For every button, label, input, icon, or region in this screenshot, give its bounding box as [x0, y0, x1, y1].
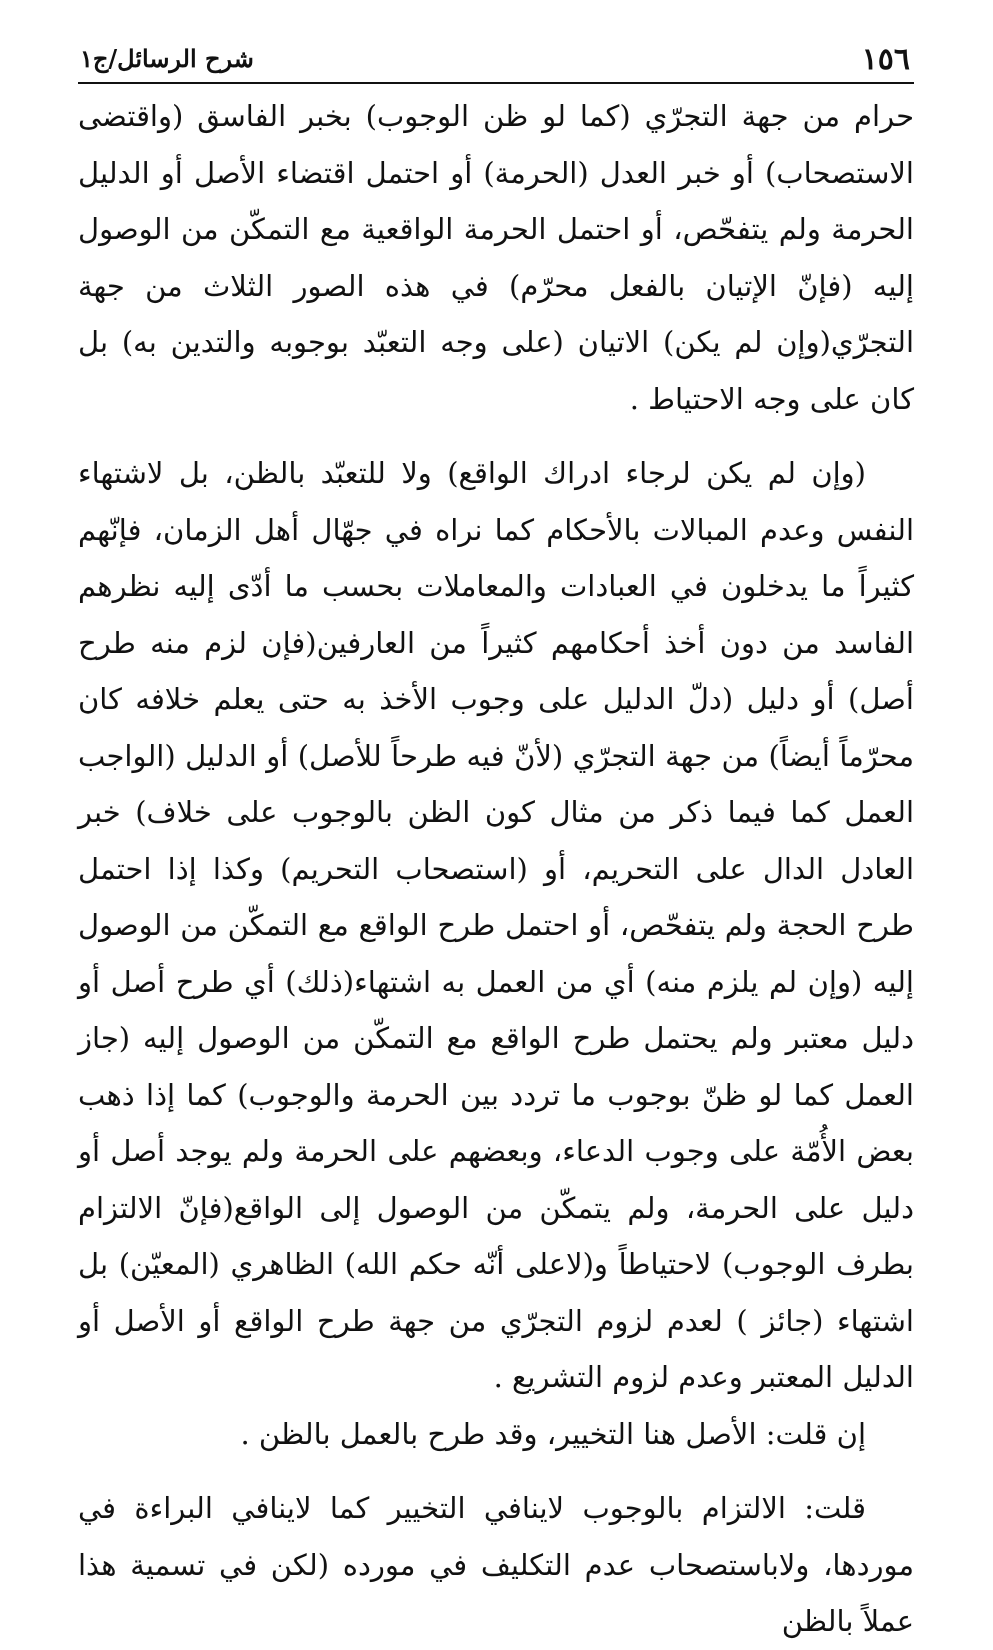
page-number: ١٥٦ — [861, 42, 910, 77]
paragraph-3: إن قلت: الأصل هنا التخيير، وقد طرح بالعمل بالظن . — [240, 1416, 866, 1451]
paragraph-1: حرام من جهة التجرّي (كما لو ظن الوجوب) بخبر الفاسق (واقتضى الاستصحاب) أو خبر العدل (الحرمة) أو احتمل اقتضاء الأصل أو الدليل الحرمة ولم يتفحّص، أو احتمل الحرمة الواقعية مع التمكّن من الوصول إليه (فإنّ الإتيان بالفعل محرّم) في هذه الصور الثلاث من جهة التجرّي(وإن لم يكن) الاتيان (على وجه التعبّد بوجوبه والتدين به) بل كان على وجه الاحتياط . — [78, 99, 914, 416]
running-title: شرح الرسائل/ج١ — [80, 44, 254, 73]
book-page — [78, 38, 914, 1650]
page-header — [78, 38, 914, 84]
paragraph-4: قلت: الالتزام بالوجوب لاينافي التخيير كما لاينافي البراءة في موردها، ولاباستصحاب عدم التكليف في مورده (لكن في تسمية هذا عملاً بالظن — [78, 1491, 914, 1638]
page-body — [78, 88, 914, 1650]
paragraph-2: (وإن لم يكن لرجاء ادراك الواقع) ولا للتعبّد بالظن، بل لاشتهاء النفس وعدم المبالات بالأحكام كما نراه في جهّال أهل الزمان، فإنّهم كثيراً ما يدخلون في العبادات والمعاملات بحسب ما أدّى إليه نظرهم الفاسد من دون أخذ أحكامهم كثيراً من العارفين(فإن لزم منه طرح أصل) أو دليل (دلّ الدليل على وجوب الأخذ به حتى يعلم خلافه كان محرّماً أيضاً) من جهة التجرّي (لأنّ فيه طرحاً للأصل) أو الدليل (الواجب العمل كما فيما ذكر من مثال كون الظن بالوجوب على خلاف) خبر العادل الدال على التحريم، أو (استصحاب التحريم) وكذا إذا احتمل طرح الحجة ولم يتفحّص، أو احتمل طرح الواقع مع التمكّن من الوصول إليه (وإن لم يلزم منه) أي من العمل به اشتهاء(ذلك) أي طرح أصل أو دليل معتبر ولم يحتمل طرح الواقع مع التمكّن من الوصول إليه (جاز العمل كما لو ظنّ بوجوب ما تردد بين الحرمة والوجوب) كما إذا ذهب بعض الأُمّة على وجوب الدعاء، وبعضهم على الحرمة ولم يوجد أصل أو دليل على الحرمة، ولم يتمكّن من الوصول إلى الواقع(فإنّ الالتزام بطرف الوجوب) لاحتياطاً و(لاعلى أنّه حكم الله) الظاهري (المعيّن) بل اشتهاء (جائز ) لعدم لزوم التجرّي من جهة طرح الواقع أو الأصل أو الدليل المعتبر وعدم لزوم التشريع . — [78, 456, 914, 1394]
